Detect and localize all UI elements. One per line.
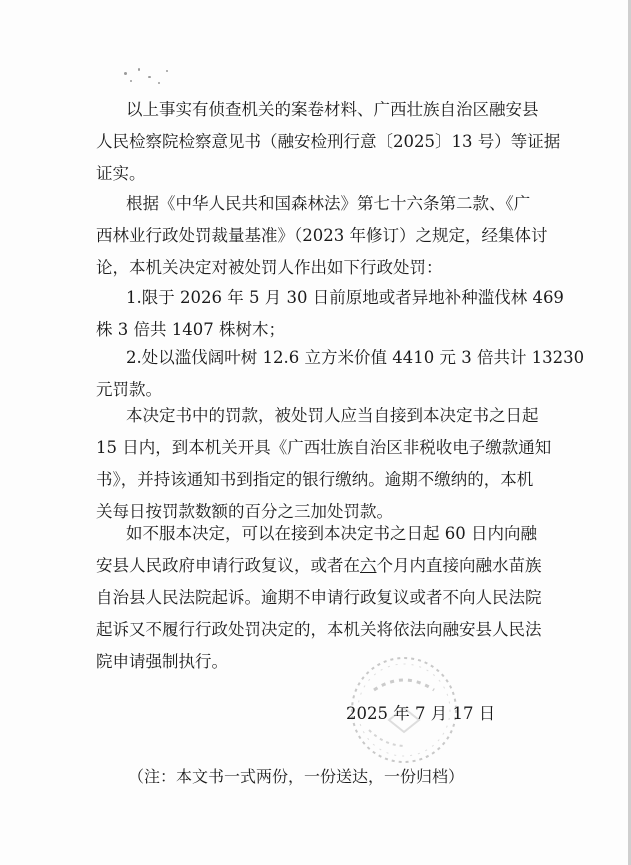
text-line: 15 日内，到本机关开具《广西壮族自治区非税收电子缴款通知 bbox=[96, 438, 552, 457]
text-line: 如不服本决定，可以在接到本决定书之日起 60 日内向融 bbox=[126, 524, 537, 543]
text-segment: 个月内直接向融水苗族 bbox=[376, 556, 542, 575]
paragraph-evidence bbox=[96, 94, 580, 190]
text-line: 院申请强制执行。 bbox=[96, 652, 228, 671]
underlined-text: 六 bbox=[360, 556, 377, 575]
text-line: 论，本机关决定对被处罚人作出如下行政处罚： bbox=[96, 258, 443, 277]
scan-specks bbox=[118, 62, 178, 92]
text-line: 自治县人民法院起诉。逾期不申请行政复议或者不向人民法院 bbox=[96, 588, 542, 607]
text-line: 西林业行政处罚裁量基准》（2023 年修订）之规定，经集体讨 bbox=[96, 226, 548, 245]
paragraph-appeal bbox=[96, 518, 580, 678]
penalty-item-2 bbox=[96, 342, 585, 406]
text-line: 1.限于 2026 年 5 月 30 日前原地或者异地补种滥伐林 469 bbox=[126, 288, 564, 307]
text-line bbox=[96, 550, 580, 582]
text-line: 起诉又不履行行政处罚决定的，本机关将依法向融安县人民法 bbox=[96, 620, 542, 639]
penalty-item-1 bbox=[96, 282, 580, 346]
text-line: 2.处以滥伐阔叶树 12.6 立方米价值 4410 元 3 倍共计 13230 bbox=[126, 348, 585, 367]
text-line: 本决定书中的罚款，被处罚人应当自接到本决定书之日起 bbox=[126, 406, 539, 425]
text-line: 根据《中华人民共和国森林法》第七十六条第二款、《广 bbox=[126, 194, 531, 213]
text-line: 人民检察院检察意见书（融安检刑行意〔2025〕13 号）等证据 bbox=[96, 132, 561, 151]
text-line: 证实。 bbox=[96, 164, 146, 183]
paragraph-legal-basis bbox=[96, 188, 580, 284]
text-line: 株 3 倍共 1407 株树木； bbox=[96, 320, 285, 339]
text-line: 关每日按罚款数额的百分之三加处罚款。 bbox=[96, 502, 393, 521]
text-line: 元罚款。 bbox=[96, 380, 162, 399]
document-note: （注：本文书一式两份，一份送达，一份归档） bbox=[128, 767, 465, 786]
text-line: 书》，并持该通知书到指定的银行缴纳。逾期不缴纳的，本机 bbox=[96, 470, 534, 489]
paragraph-payment bbox=[96, 400, 580, 528]
text-line: 以上事实有侦查机关的案卷材料、广西壮族自治区融安县 bbox=[126, 100, 539, 119]
issue-date: 2025 年 7 月 17 日 bbox=[346, 704, 496, 723]
text-segment: 安县人民政府申请行政复议，或者在 bbox=[96, 556, 360, 575]
